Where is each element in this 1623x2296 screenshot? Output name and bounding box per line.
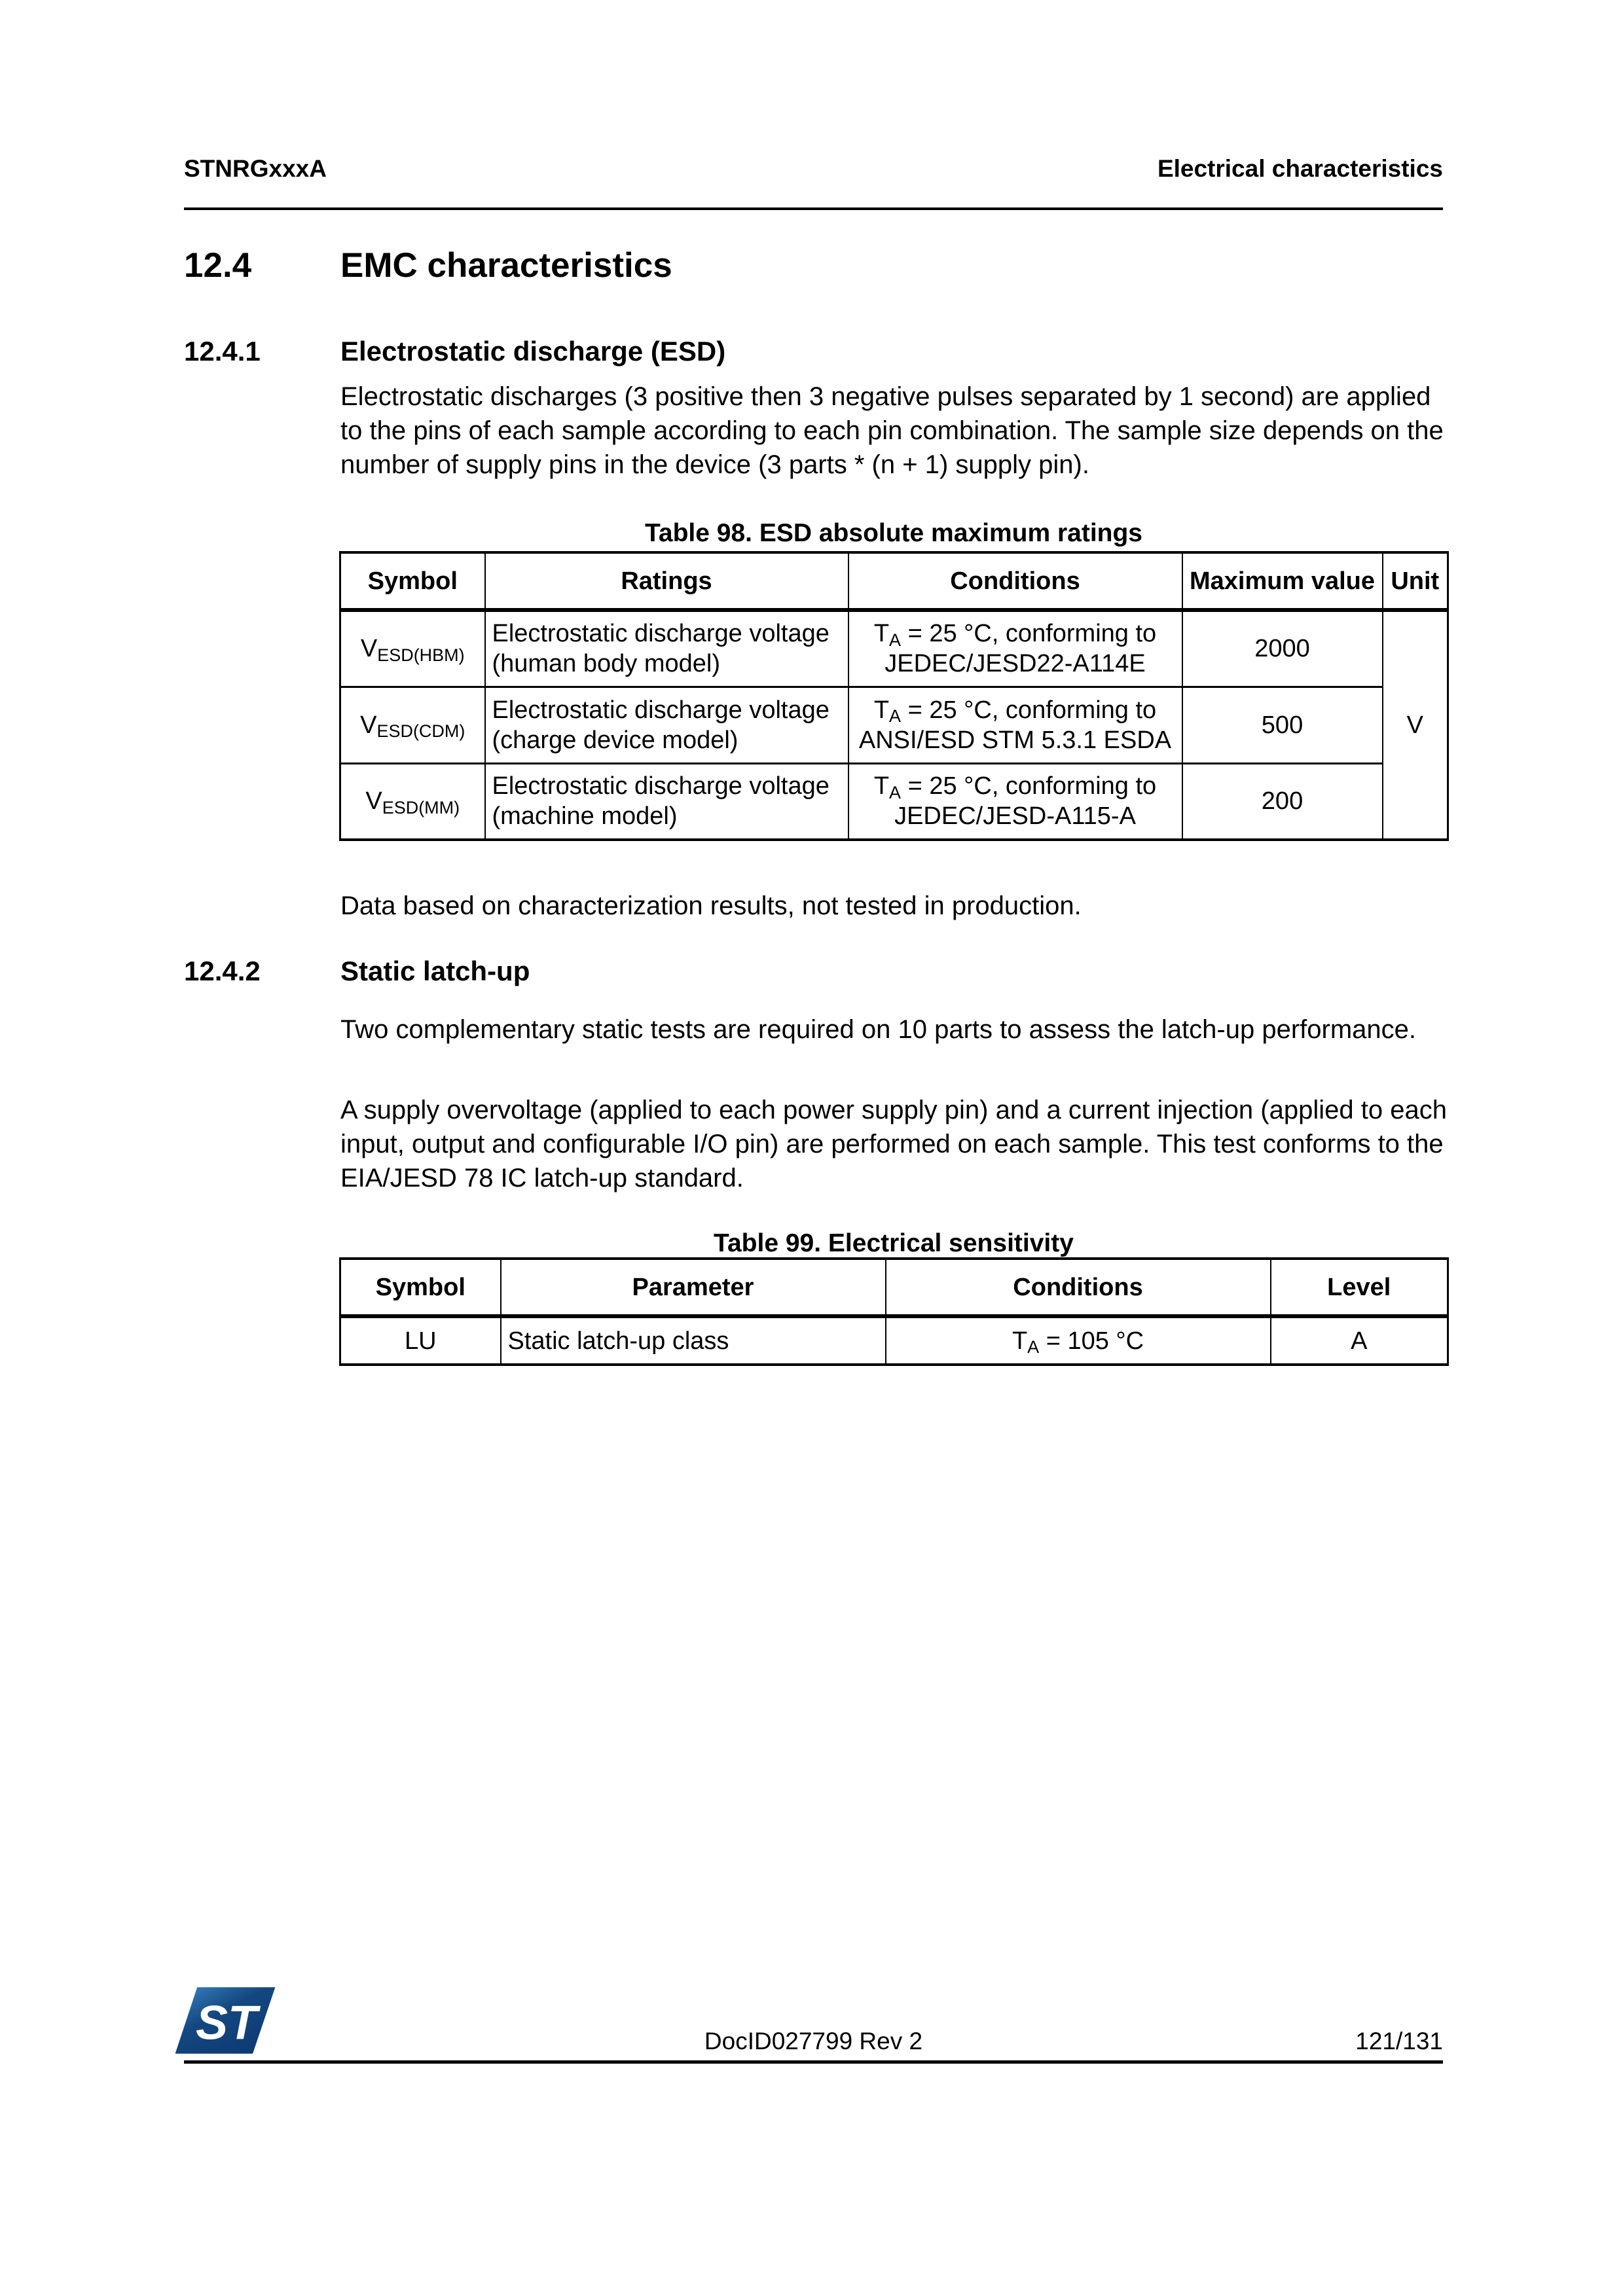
footer-page-number: 121/131 bbox=[1355, 2028, 1443, 2054]
maximum-value-cell: 200 bbox=[1182, 763, 1383, 840]
st-logo-text: ST bbox=[195, 1995, 258, 2050]
table98-col-ratings: Ratings bbox=[485, 552, 848, 610]
table99-title: Table 99. Electrical sensitivity bbox=[714, 1229, 1074, 1257]
table98-header-row bbox=[340, 552, 1448, 610]
conditions-cell: $T_A = 25$ °C, conforming to JEDEC/JESD-A115-A bbox=[848, 763, 1182, 840]
table98-title: Table 98. ESD absolute maximum ratings bbox=[644, 519, 1142, 547]
subsection-number: 12.4.2 bbox=[184, 956, 261, 986]
maximum-value-cell: 2000 bbox=[1182, 610, 1383, 687]
footer-rule bbox=[184, 2060, 1443, 2064]
table-row-esd-cdm bbox=[340, 687, 1448, 763]
table-row-latchup bbox=[340, 1316, 1448, 1365]
section-title: EMC characteristics bbox=[340, 246, 672, 285]
ratings-cell: Electrostatic discharge voltage (machine model) bbox=[485, 763, 848, 840]
table98-col-symbol: Symbol bbox=[340, 552, 485, 610]
table-electrical-sensitivity bbox=[339, 1257, 1449, 1366]
ratings-cell: Electrostatic discharge voltage (human body model) bbox=[485, 610, 848, 687]
section-number: 12.4 bbox=[184, 246, 252, 285]
unit-cell: V bbox=[1383, 610, 1448, 840]
header-product-name: STNRGxxxA bbox=[184, 155, 327, 182]
table98-col-conditions: Conditions bbox=[848, 552, 1182, 610]
conditions-cell: $T_A = 25$ °C, conforming to JEDEC/JESD22-A114E bbox=[848, 610, 1182, 687]
table-row-esd-mm bbox=[340, 763, 1448, 840]
footer-doc-id: DocID027799 Rev 2 bbox=[704, 2028, 923, 2054]
level-cell: A bbox=[1271, 1316, 1448, 1365]
paragraph-esd-note: Data based on characterization results, not tested in production. bbox=[340, 891, 1082, 920]
table99-col-symbol: Symbol bbox=[340, 1259, 501, 1316]
table98-col-unit: Unit bbox=[1383, 552, 1448, 610]
table99-header-row bbox=[340, 1259, 1448, 1316]
subsection-title: Static latch-up bbox=[340, 956, 530, 986]
symbol-cell: $V_{ESD(CDM)}$ bbox=[340, 687, 485, 763]
paragraph-esd-intro: Electrostatic discharges (3 positive then 3 negative pulses separated by 1 second) are applied to the pins of each sample according to each pin combination. The sample size depends on the number of supply pins in the device (3 parts * (n + 1) supply pin). bbox=[340, 382, 1444, 479]
table99-col-parameter: Parameter bbox=[501, 1259, 886, 1316]
parameter-cell: Static latch-up class bbox=[501, 1316, 886, 1365]
paragraph-latchup-1: Two complementary static tests are required on 10 parts to assess the latch-up performance. bbox=[340, 1015, 1417, 1044]
conditions-cell: $T_A = 25$ °C, conforming to ANSI/ESD STM 5.3.1 ESDA bbox=[848, 687, 1182, 763]
symbol-cell: $V_{ESD(MM)}$ bbox=[340, 763, 485, 840]
table-esd-absolute-maximum-ratings bbox=[339, 551, 1449, 841]
ratings-cell: Electrostatic discharge voltage (charge device model) bbox=[485, 687, 848, 763]
subsection-number: 12.4.1 bbox=[184, 336, 261, 367]
symbol-cell: $V_{ESD(HBM)}$ bbox=[340, 610, 485, 687]
header-rule bbox=[184, 207, 1443, 210]
table-row-esd-hbm bbox=[340, 610, 1448, 687]
table98-col-maximum-value: Maximum value bbox=[1182, 552, 1383, 610]
table99-col-level: Level bbox=[1271, 1259, 1448, 1316]
maximum-value-cell: 500 bbox=[1182, 687, 1383, 763]
table99-col-conditions: Conditions bbox=[886, 1259, 1271, 1316]
subsection-title: Electrostatic discharge (ESD) bbox=[340, 336, 726, 367]
symbol-cell: LU bbox=[340, 1316, 501, 1365]
paragraph-latchup-2: A supply overvoltage (applied to each power supply pin) and a current injection (applied to each input, output and configurable I/O pin) are performed on each sample. This test conforms to the EIA/JESD 78 IC latch-up standard. bbox=[340, 1096, 1447, 1193]
conditions-cell: $T_A = 105$ °C bbox=[886, 1316, 1271, 1365]
header-chapter-title: Electrical characteristics bbox=[1157, 155, 1443, 182]
